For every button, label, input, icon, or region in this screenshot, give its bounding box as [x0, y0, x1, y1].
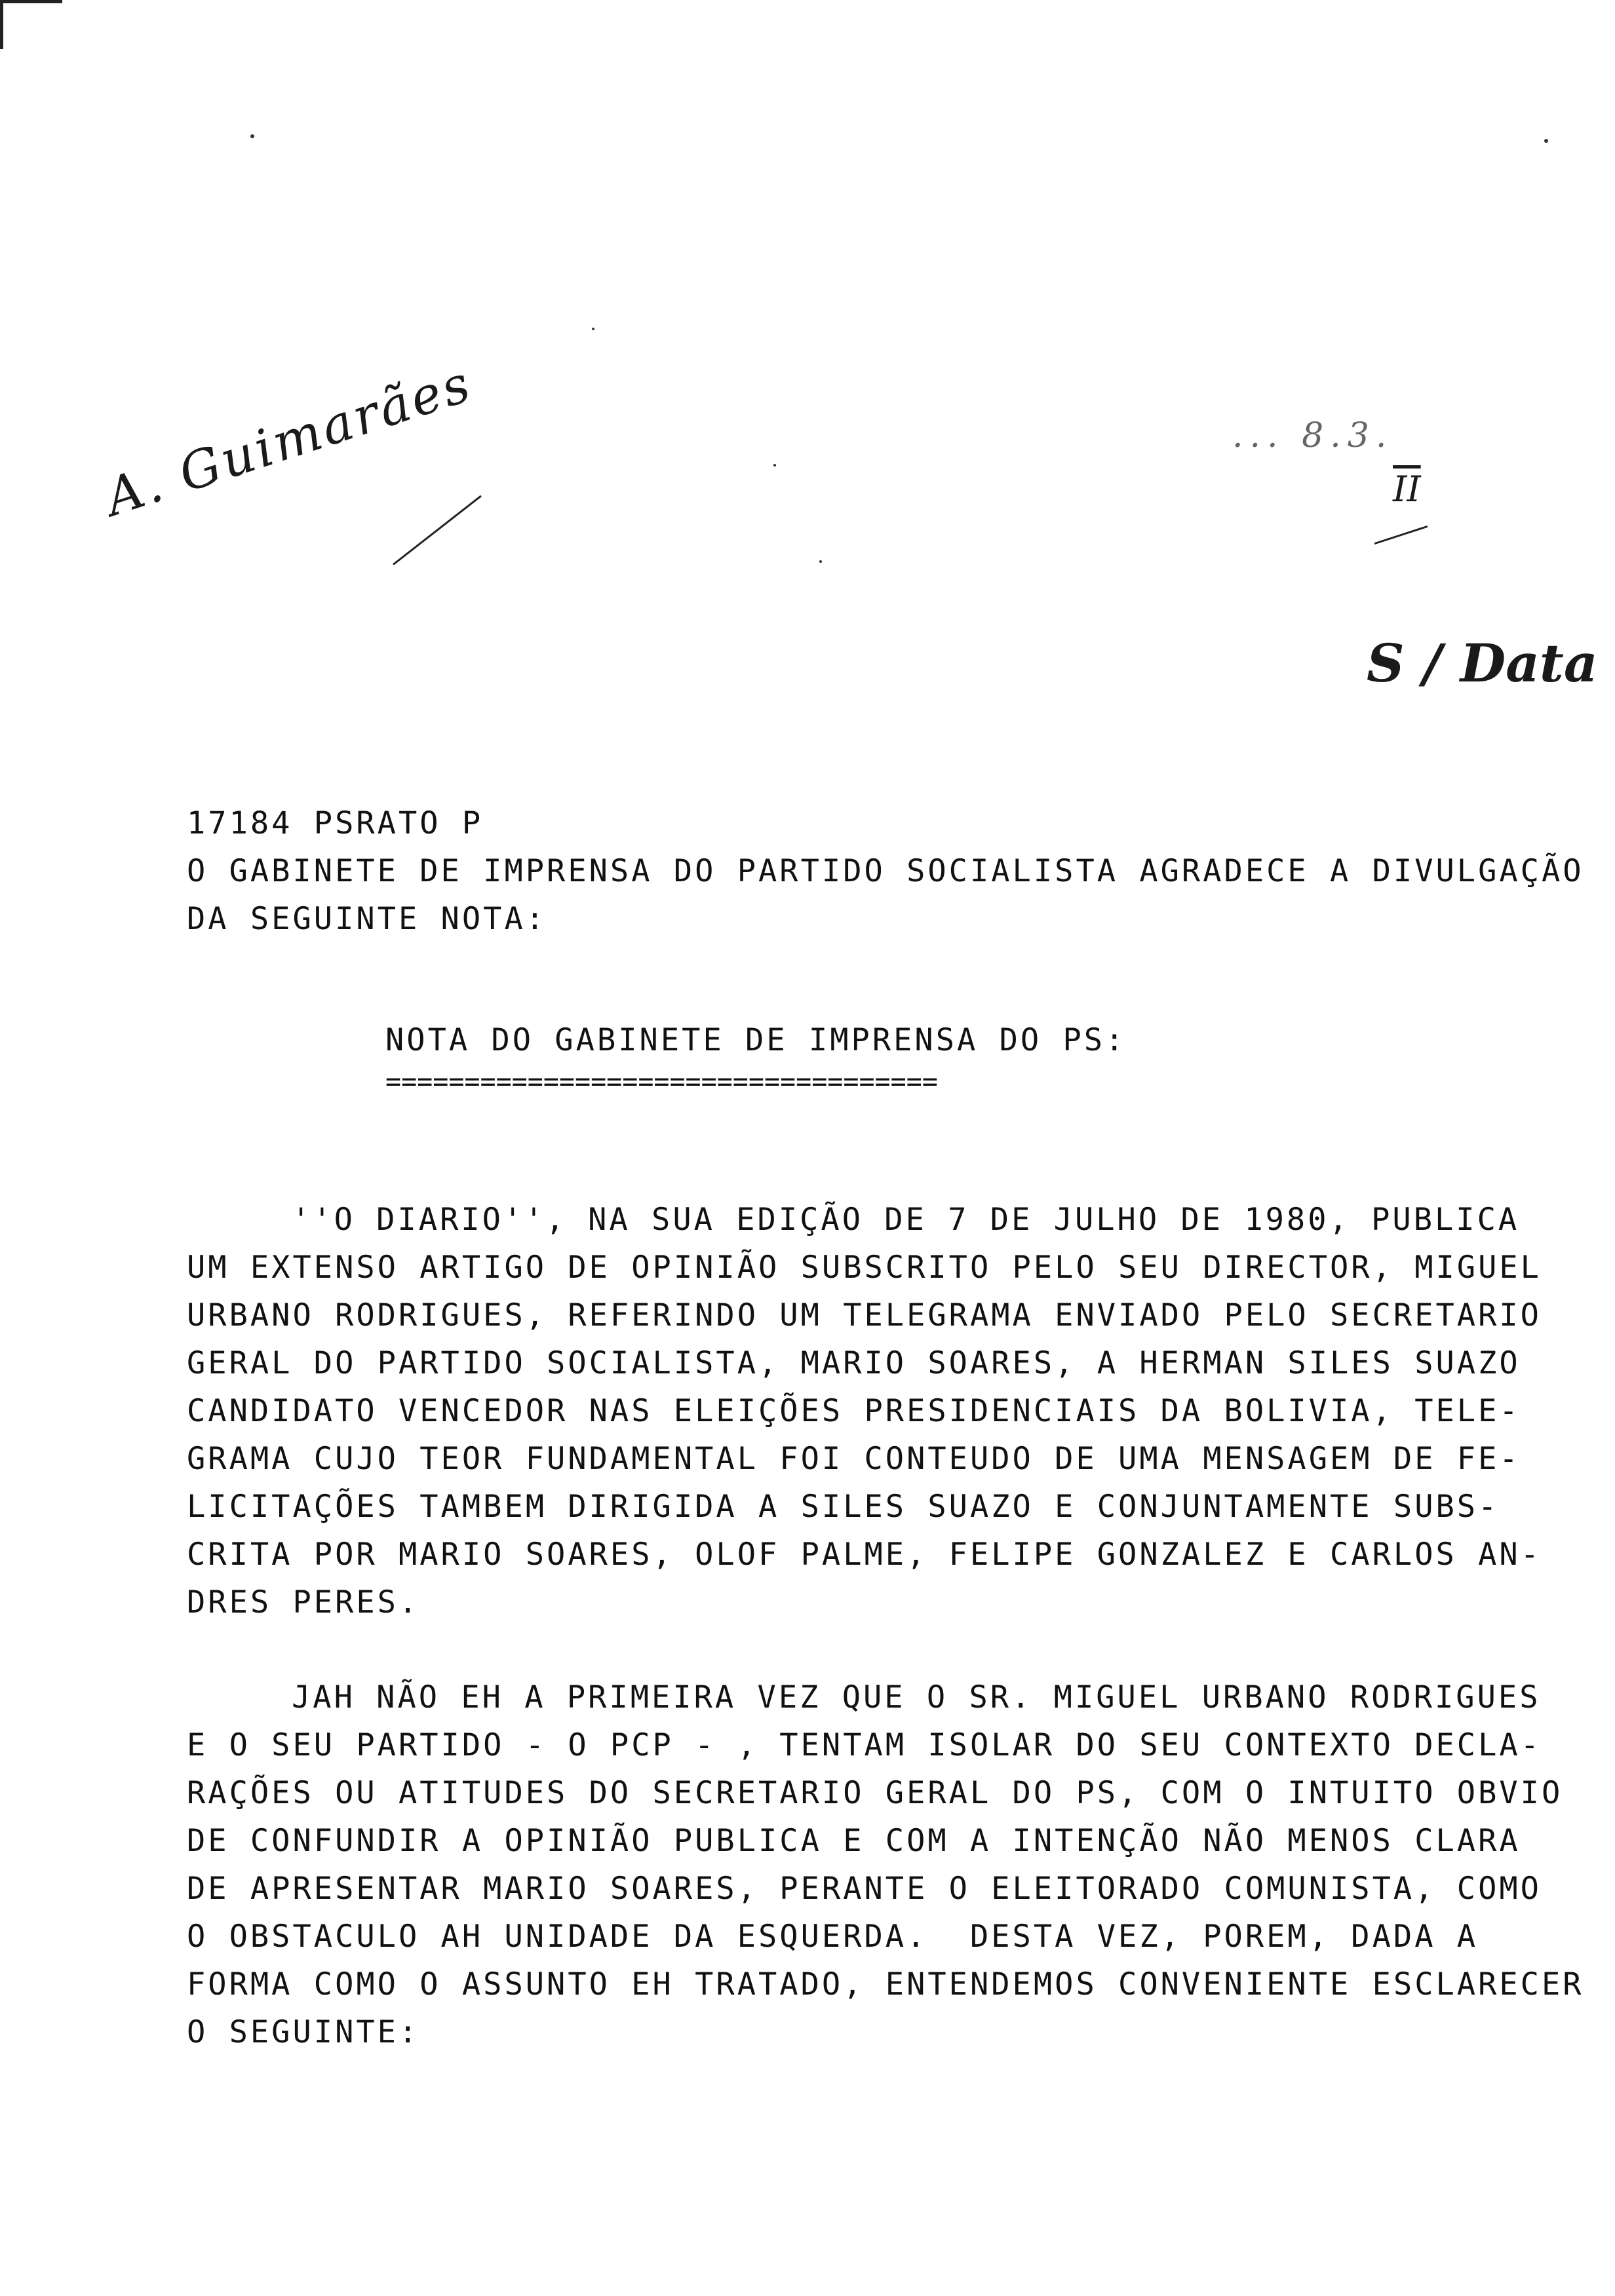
paragraph-line: GERAL DO PARTIDO SOCIALISTA, MARIO SOARES, A HERMAN SILES SUAZO [187, 1345, 1521, 1381]
intro-line: DA SEGUINTE NOTA: [187, 901, 547, 937]
paragraph-1 [187, 1196, 1542, 1626]
paragraph-line: ''O DIARIO'', NA SUA EDIÇÃO DE 7 DE JULHO DE 1980, PUBLICA [292, 1202, 1520, 1238]
paragraph-2 [187, 1674, 1584, 2056]
header-line: 17184 PSRATO P [187, 805, 484, 841]
paragraph-line: FORMA COMO O ASSUNTO EH TRATADO, ENTENDEMOS CONVENIENTE ESCLARECER [187, 1966, 1584, 2002]
handwritten-faint-note: ... 8.3. [1232, 416, 1393, 455]
paragraph-line: RAÇÕES OU ATITUDES DO SECRETARIO GERAL DO PS, COM O INTUITO OBVIO [187, 1775, 1563, 1811]
paragraph-line: E O SEU PARTIDO - O PCP - , TENTAM ISOLAR DO SEU CONTEXTO DECLA- [187, 1727, 1542, 1763]
handwritten-signature-note: A. Guimarães [98, 354, 480, 528]
scan-speck [592, 328, 594, 330]
paragraph-line: O SEGUINTE: [187, 2014, 420, 2050]
paragraph-line: GRAMA CUJO TEOR FUNDAMENTAL FOI CONTEUDO DE UMA MENSAGEM DE FE- [187, 1441, 1521, 1477]
paragraph-line: LICITAÇÕES TAMBEM DIRIGIDA A SILES SUAZO E CONJUNTAMENTE SUBS- [187, 1489, 1500, 1525]
note-title: NOTA DO GABINETE DE IMPRENSA DO PS: [385, 1022, 1127, 1058]
paragraph-line: CANDIDATO VENCEDOR NAS ELEIÇÕES PRESIDENCIAIS DA BOLIVIA, TELE- [187, 1393, 1521, 1429]
scan-corner-mark [0, 0, 62, 49]
paragraph-line: DE CONFUNDIR A OPINIÃO PUBLICA E COM A INTENÇÃO NÃO MENOS CLARA [187, 1823, 1521, 1859]
handwritten-stroke [1374, 526, 1428, 545]
document-body [187, 799, 1584, 2056]
scan-speck [1544, 139, 1548, 143]
paragraph-line: URBANO RODRIGUES, REFERINDO UM TELEGRAMA ENVIADO PELO SECRETARIO [187, 1297, 1542, 1333]
paragraph-line: JAH NÃO EH A PRIMEIRA VEZ QUE O SR. MIGUEL URBANO RODRIGUES [292, 1679, 1541, 1715]
scan-speck [819, 560, 822, 563]
note-title-underline: =================================== [385, 1067, 938, 1097]
intro-line: O GABINETE DE IMPRENSA DO PARTIDO SOCIALISTA AGRADECE A DIVULGAÇÃO [187, 853, 1584, 889]
paragraph-line: CRITA POR MARIO SOARES, OLOF PALME, FELIPE GONZALEZ E CARLOS AN- [187, 1537, 1542, 1573]
scan-speck [773, 464, 776, 467]
handwritten-roman-numeral: $\overline{II}$ [1393, 469, 1421, 510]
paragraph-line: DE APRESENTAR MARIO SOARES, PERANTE O ELEITORADO COMUNISTA, COMO [187, 1871, 1542, 1907]
handwritten-date-note: S / Data [1367, 632, 1598, 694]
paragraph-line: O OBSTACULO AH UNIDADE DA ESQUERDA. DESTA VEZ, POREM, DADA A [187, 1919, 1479, 1955]
scan-speck [250, 134, 254, 138]
paragraph-line: DRES PERES. [187, 1584, 420, 1620]
paragraph-line: UM EXTENSO ARTIGO DE OPINIÃO SUBSCRITO PELO SEU DIRECTOR, MIGUEL [187, 1250, 1542, 1286]
handwritten-stroke [393, 495, 482, 565]
